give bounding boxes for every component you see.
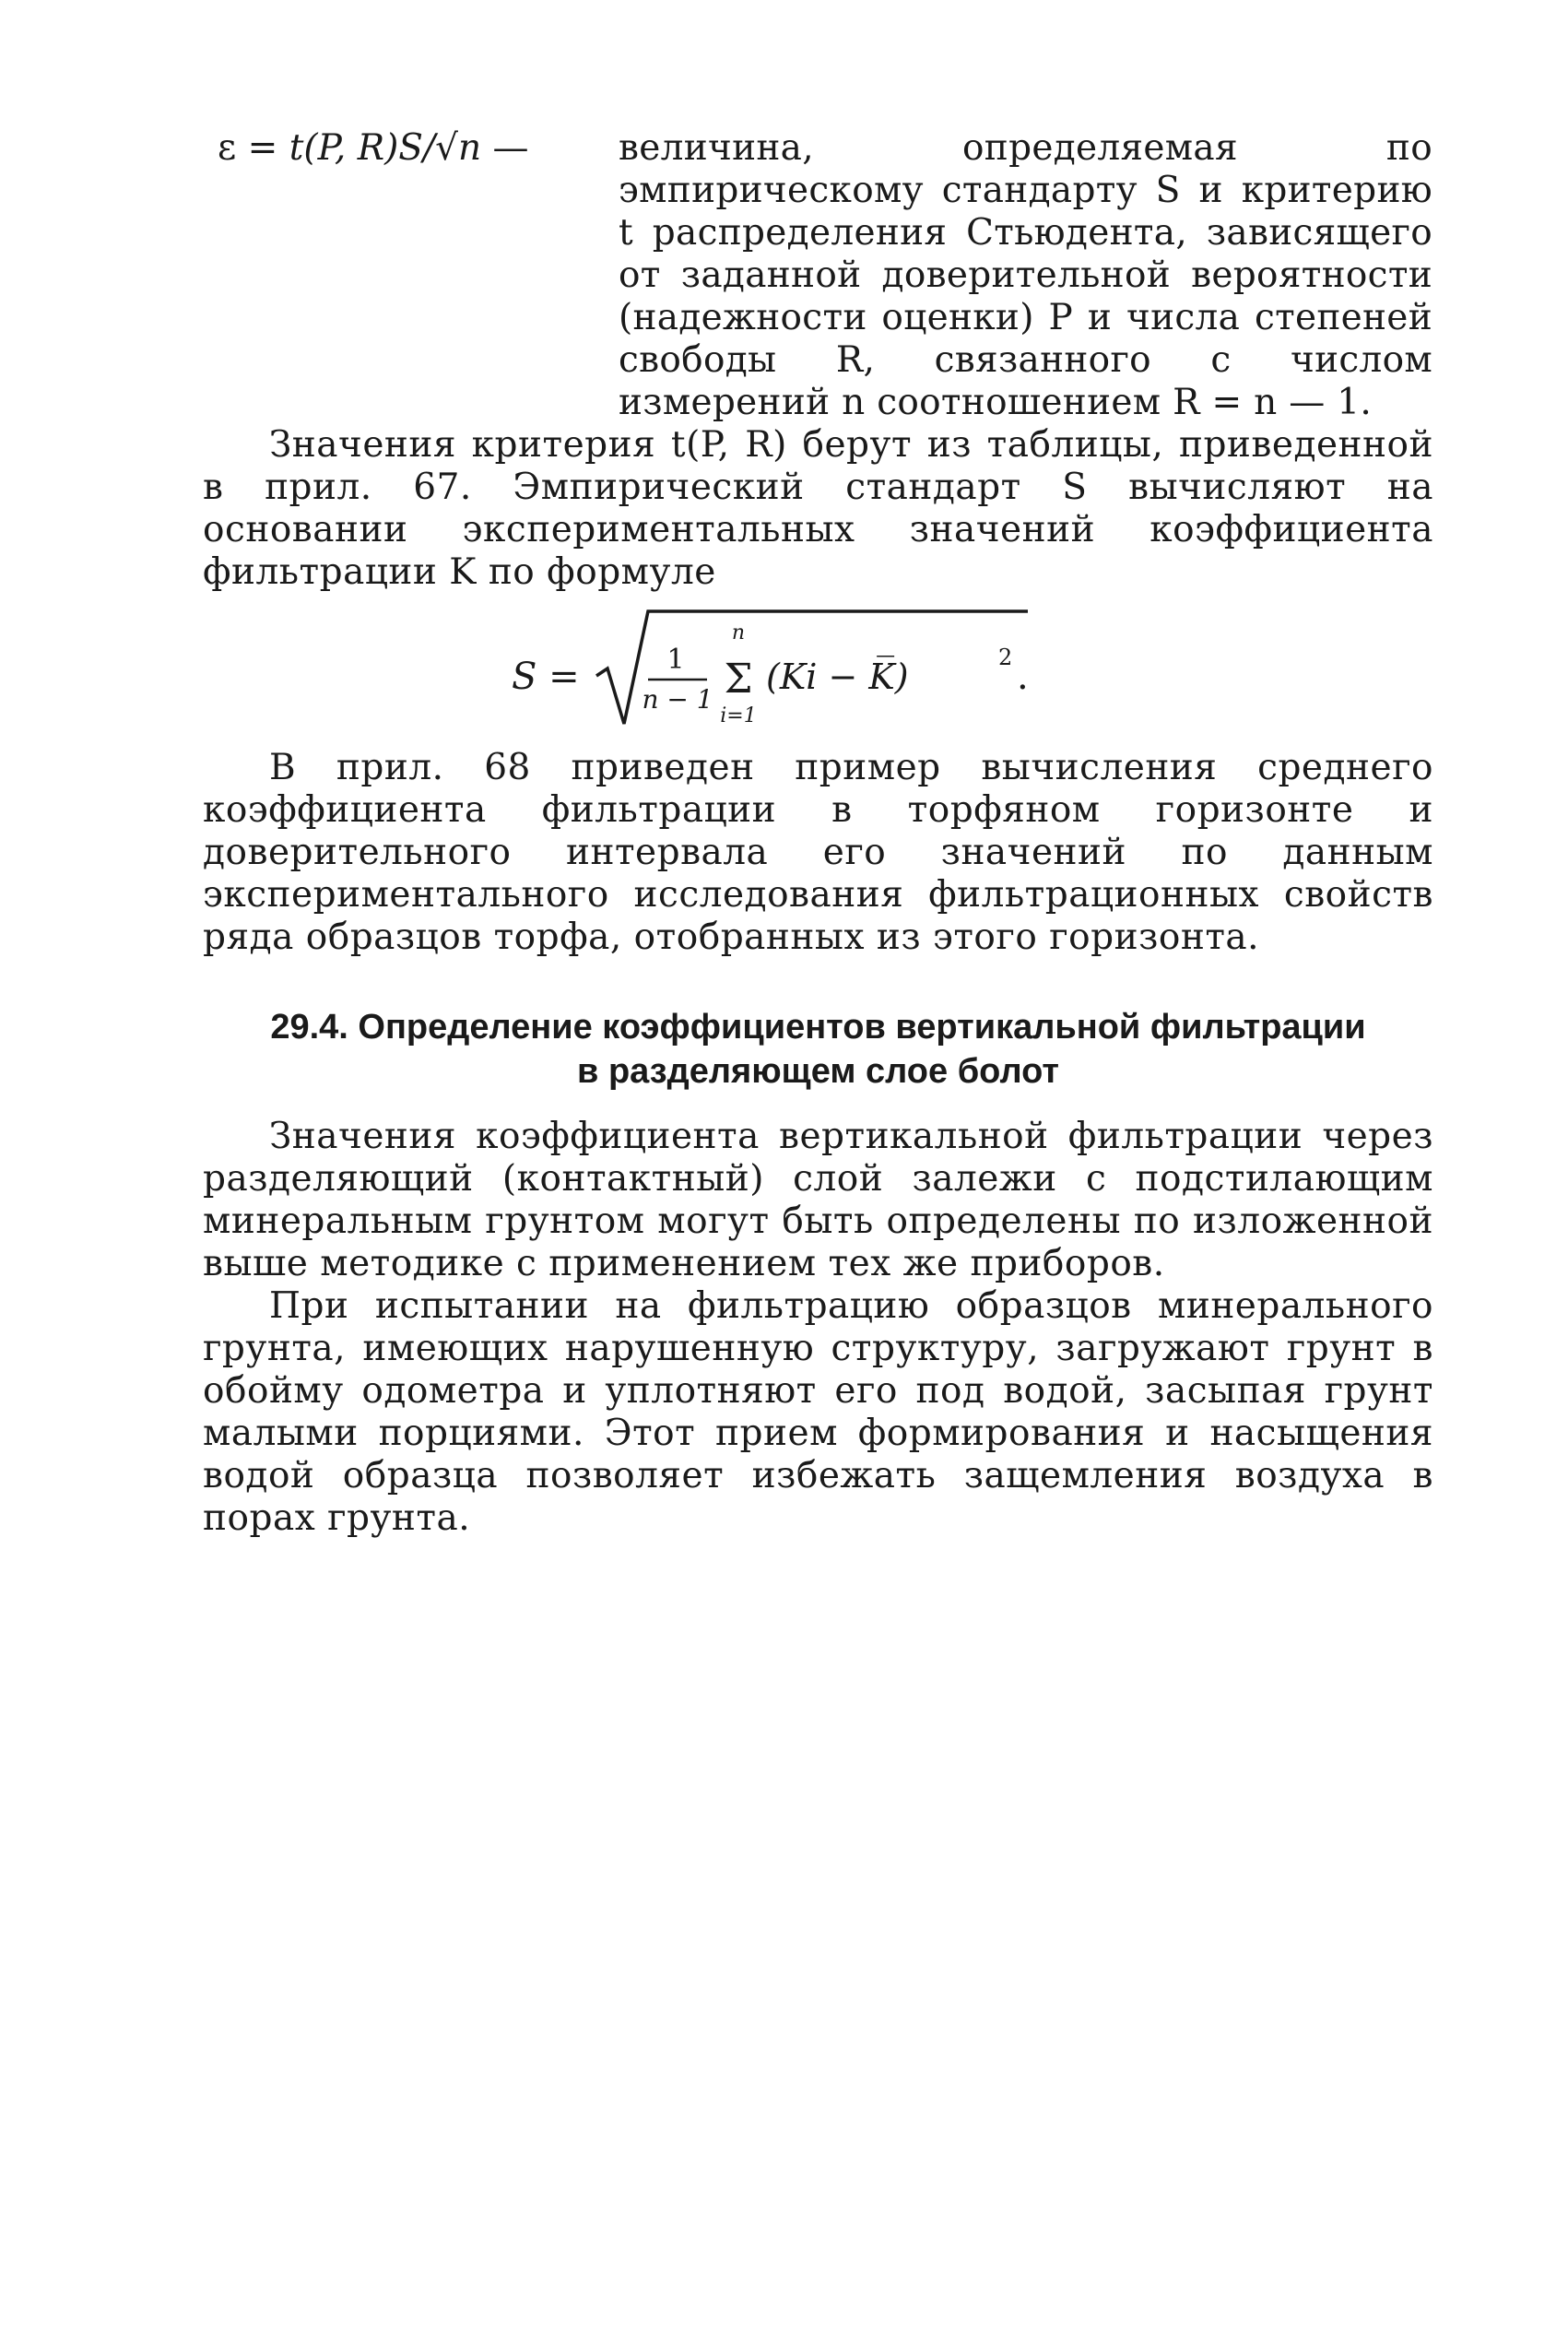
paragraph-text: Значения коэффициента вертикальной фильтрации через разделяющий (контактный) слой залежи с подстилающим минеральным грунтом могут быть определены по изложенной выше методике с применением тех же приборов.	[203, 1116, 1433, 1284]
section-title-line1: 29.4. Определение коэффициентов вертикальной фильтрации	[270, 1008, 1366, 1047]
sum-term: (Ki − K̅)	[766, 656, 909, 697]
epsilon-symbol: ε	[218, 127, 237, 169]
section-title-line2: в разделяющем слое болот	[577, 1052, 1059, 1091]
formula-period: .	[1017, 656, 1029, 698]
sum-upper-limit: n	[731, 621, 746, 645]
paragraph-text: При испытании на фильтрацию образцов минерального грунта, имеющих нарушенную структуру, загружают грунт в обойму одометра и уплотняют его под водой, засыпая грунт малыми порциями. Этот прием формирования и насыщения водой образца позволяет избежать защемления воздуха в порах грунта.	[203, 1285, 1433, 1539]
fraction-numerator: 1	[666, 644, 685, 676]
formula-lhs: S =	[512, 656, 580, 698]
epsilon-expression: t(P, R)S/√n	[289, 127, 482, 169]
paragraph-mineral-soil-test	[203, 1285, 1433, 1540]
paragraph-vertical-filtration	[203, 1116, 1433, 1285]
paragraph-example	[203, 747, 1433, 959]
standard-deviation-formula	[512, 604, 1083, 742]
paragraph-text: Значения критерия t(P, R) берут из таблицы, приведенной в прил. 67. Эмпирический стандарт S вычисляют на основании экспериментальных значений коэффициента фильтрации K по формуле	[203, 424, 1433, 593]
equals-sign: =	[236, 127, 289, 169]
epsilon-description: величина, определяемая по эмпирическому стандарту S и критерию t распределения Стьюдента, зависящего от заданной доверительной вероятности (надежности оценки) P и числа степеней свободы R, связанного с числом измерений n соотношением R = n — 1.	[619, 127, 1432, 423]
section-heading	[203, 1005, 1433, 1094]
epsilon-formula	[218, 127, 529, 170]
sum-lower-limit: i=1	[720, 704, 757, 727]
sum-sign: Σ	[724, 656, 753, 703]
term-exponent: 2	[998, 645, 1013, 670]
paragraph-text: В прил. 68 приведен пример вычисления среднего коэффициента фильтрации в торфяном горизонте и доверительного интервала его значений по данным экспериментального исследования фильтрационных свойств ряда образцов торфа, отобранных из этого горизонта.	[203, 747, 1433, 958]
fraction-denominator: n − 1	[642, 684, 713, 715]
definition-dash: —	[481, 127, 529, 169]
paragraph-criterion	[203, 424, 1433, 594]
